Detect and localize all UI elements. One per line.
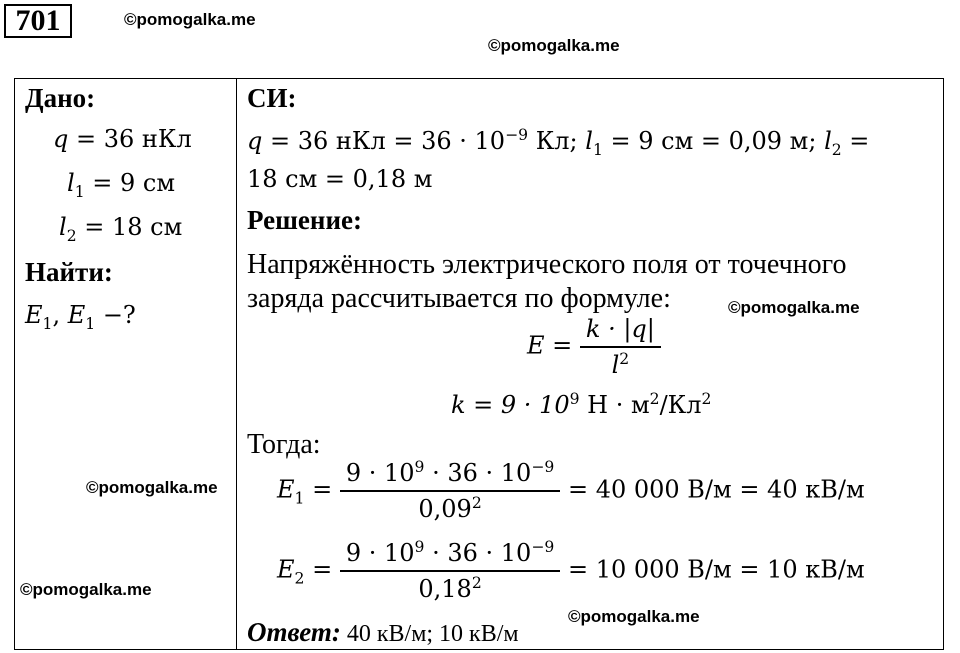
e2-num-exp1: 9 [414, 538, 425, 556]
si-exp: −9 [505, 126, 529, 144]
l2-symbol: l [824, 127, 832, 155]
q-symbol: q [53, 125, 69, 153]
e2-fraction [340, 539, 560, 603]
q-symbol: q [247, 127, 263, 155]
solution-text-2: заряда рассчитывается по формуле: [247, 283, 671, 314]
e2-symbol: E [277, 555, 295, 584]
formula-denominator: l [611, 351, 620, 379]
e2-num-exp2: −9 [531, 538, 555, 556]
l1-symbol: l [585, 127, 593, 155]
k-exp: 9 [569, 390, 580, 408]
si-q-conv: = 36 нКл = 36 · 10 [270, 127, 506, 155]
solution-text-1: Напряжённость электрического поля от точечного [247, 249, 847, 280]
e1-calc: $E_1$ = $\frac{9 \cdot 10^9 \cdot 36 \cdot 10^{-9}}{0,09^2}$ = 40 000 В/м = 40 кВ/м [277, 458, 865, 523]
answer [247, 617, 519, 648]
e1-den-exp: 2 [471, 494, 482, 512]
watermark: ©pomogalka.me [86, 478, 218, 497]
given-l1 [67, 169, 175, 201]
e2-calc: $E_2$ = $\frac{9 \cdot 10^9 \cdot 36 \cdot 10^{-9}}{0,18^2}$ = 10 000 В/м = 10 кВ/м [277, 538, 865, 603]
find-tail: −? [102, 301, 136, 329]
watermark: ©pomogalka.me [728, 298, 860, 317]
given-heading: Дано: [25, 83, 96, 113]
l1-symbol: l [67, 169, 75, 197]
si-eq: = [841, 127, 870, 155]
si-unit: Кл; [528, 127, 586, 155]
e2-result: = 10 000 В/м = 10 кВ/м [567, 555, 865, 584]
e2-symbol: E [67, 301, 86, 329]
e1-num-b: · 36 · 10 [424, 459, 532, 487]
e1-symbol: E [25, 301, 43, 329]
watermark: ©pomogalka.me [488, 36, 620, 55]
formula-fraction [580, 315, 661, 379]
e1-den: 0,09 [418, 495, 472, 523]
e1-symbol: E [277, 475, 295, 504]
k-unit-b: /Кл [659, 391, 702, 419]
formula-den-exp: 2 [619, 350, 630, 368]
e1-sub: 1 [42, 314, 53, 333]
e1-num-exp2: −9 [531, 458, 555, 476]
l2-value: = 18 см [84, 213, 183, 241]
e2-sub: 1 [85, 314, 96, 333]
l2-sub: 2 [831, 140, 842, 159]
watermark: ©pomogalka.me [568, 607, 700, 626]
answer-label: Ответ: [247, 617, 341, 647]
k-constant [451, 391, 711, 419]
k-m-exp: 2 [649, 390, 660, 408]
e2-den-exp: 2 [471, 574, 482, 592]
answer-text: 40 кВ/м; 10 кВ/м [340, 621, 519, 647]
k-kl-exp: 2 [701, 390, 712, 408]
e1-num-exp1: 9 [414, 458, 425, 476]
e1-fraction [340, 459, 560, 523]
watermark: ©pomogalka.me [20, 580, 152, 599]
e2-den: 0,18 [418, 575, 472, 603]
si-line-2: 18 см = 0,18 м [247, 165, 433, 193]
k-unit-a: Н · м [579, 391, 650, 419]
si-heading: СИ: [247, 83, 297, 113]
e2-num-a: 9 · 10 [345, 539, 415, 567]
find-heading: Найти: [25, 257, 113, 287]
solution-heading: Решение: [247, 205, 362, 235]
l1-sub: 1 [74, 182, 85, 201]
si-l1-conv: = 9 см = 0,09 м; [610, 127, 825, 155]
then-text: Тогда: [247, 429, 321, 460]
find-values: $E_1$, $E_1$ −? [25, 301, 136, 333]
formula-lhs: E = [527, 331, 573, 360]
e1-sub: 1 [294, 489, 305, 508]
field-formula [527, 315, 661, 379]
given-q [53, 125, 192, 153]
e1-num-a: 9 · 10 [345, 459, 415, 487]
e1-result: = 40 000 В/м = 40 кВ/м [567, 475, 865, 504]
q-value: = 36 нКл [76, 125, 192, 153]
column-divider [236, 79, 237, 649]
k-value: k = 9 · 10 [451, 391, 570, 419]
e2-num-b: · 36 · 10 [424, 539, 532, 567]
formula-numerator: k · |q| [585, 315, 655, 343]
problem-number: 701 [4, 4, 72, 38]
si-line-1 [247, 126, 870, 159]
solution-table [14, 78, 944, 650]
watermark: ©pomogalka.me [124, 10, 256, 29]
given-l2 [59, 213, 183, 245]
l2-symbol: l [59, 213, 67, 241]
l1-sub: 1 [592, 140, 603, 159]
l2-sub: 2 [66, 226, 77, 245]
l1-value: = 9 см [92, 169, 175, 197]
